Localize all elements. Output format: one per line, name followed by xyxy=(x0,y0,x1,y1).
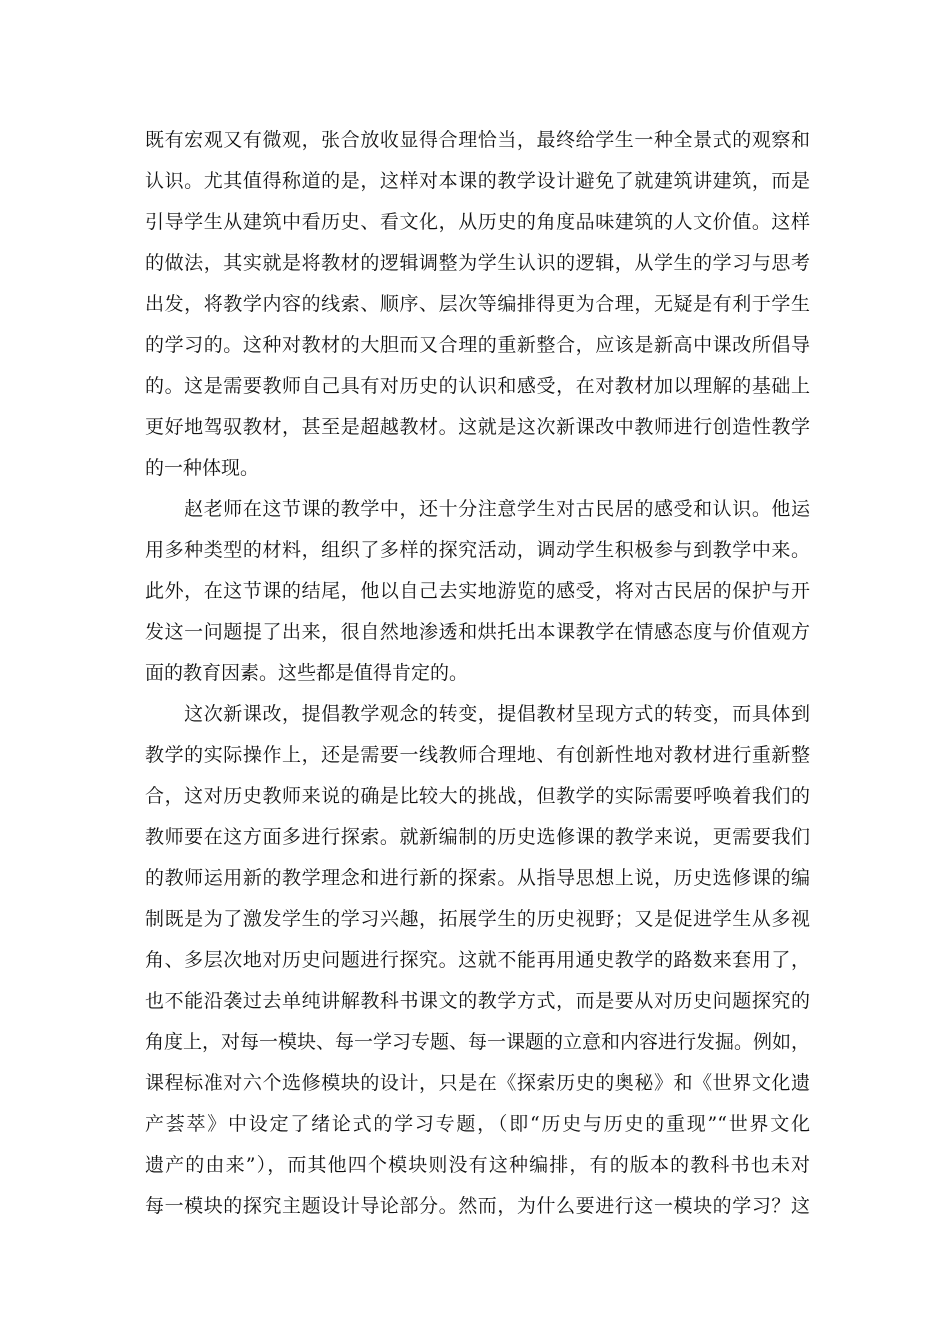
text-line: 的。这是需要教师自己具有对历史的认识和感受，在对教材加以理解的基础上 xyxy=(145,375,810,397)
text-line: 的做法，其实就是将教材的逻辑调整为学生认识的逻辑，从学生的学习与思考 xyxy=(145,252,810,274)
text-line: 认识。尤其值得称道的是，这样对本课的教学设计避免了就建筑讲建筑，而是 xyxy=(145,170,810,192)
text-line: 用多种类型的材料，组织了多样的探究活动，调动学生积极参与到教学中来。 xyxy=(145,539,810,561)
text-line: 出发，将教学内容的线索、顺序、层次等编排得更为合理，无疑是有利于学生 xyxy=(145,293,810,315)
text-line: 产荟萃》中设定了绪论式的学习专题，（即“历史与历史的重现”“世界文化 xyxy=(145,1113,810,1135)
text-line: 的一种体现。 xyxy=(145,457,260,479)
text-line: 引导学生从建筑中看历史、看文化，从历史的角度品味建筑的人文价值。这样 xyxy=(145,211,810,233)
text-line: 每一模块的探究主题设计导论部分。然而，为什么要进行这一模块的学习？这 xyxy=(145,1195,810,1217)
text-line: 教学的实际操作上，还是需要一线教师合理地、有创新性地对教材进行重新整 xyxy=(145,744,810,766)
text-line: 面的教育因素。这些都是值得肯定的。 xyxy=(145,662,469,684)
text-line: 此外，在这节课的结尾，他以自己去实地游览的感受，将对古民居的保护与开 xyxy=(145,580,810,602)
text-line: 发这一问题提了出来，很自然地渗透和烘托出本课教学在情感态度与价值观方 xyxy=(145,621,810,643)
text-line: 制既是为了激发学生的学习兴趣，拓展学生的历史视野；又是促进学生从多视 xyxy=(145,908,810,930)
text-line: 也不能沿袭过去单纯讲解教科书课文的教学方式，而是要从对历史问题探究的 xyxy=(145,990,810,1012)
text-line: 更好地驾驭教材，甚至是超越教材。这就是这次新课改中教师进行创造性教学 xyxy=(145,416,810,438)
text-line: 既有宏观又有微观，张合放收显得合理恰当，最终给学生一种全景式的观察和 xyxy=(145,129,810,151)
text-line: 角度上，对每一模块、每一学习专题、每一课题的立意和内容进行发掘。例如， xyxy=(145,1031,810,1053)
text-line: 合，这对历史教师来说的确是比较大的挑战，但教学的实际需要呼唤着我们的 xyxy=(145,785,810,807)
text-line: 遗产的由来”），而其他四个模块则没有这种编排，有的版本的教科书也未对 xyxy=(145,1154,810,1176)
body-text xyxy=(145,120,810,1227)
text-line: 这次新课改，提倡教学观念的转变，提倡教材呈现方式的转变，而具体到 xyxy=(145,703,810,725)
text-line: 教师要在这方面多进行探索。就新编制的历史选修课的教学来说，更需要我们 xyxy=(145,826,810,848)
text-line: 的学习的。这种对教材的大胆而又合理的重新整合，应该是新高中课改所倡导 xyxy=(145,334,810,356)
text-line: 课程标准对六个选修模块的设计，只是在《探索历史的奥秘》和《世界文化遗 xyxy=(145,1072,810,1094)
text-line: 赵老师在这节课的教学中，还十分注意学生对古民居的感受和认识。他运 xyxy=(145,498,810,520)
text-line: 角、多层次地对历史问题进行探究。这就不能再用通史教学的路数来套用了， xyxy=(145,949,810,971)
text-line: 的教师运用新的教学理念和进行新的探索。从指导思想上说，历史选修课的编 xyxy=(145,867,810,889)
